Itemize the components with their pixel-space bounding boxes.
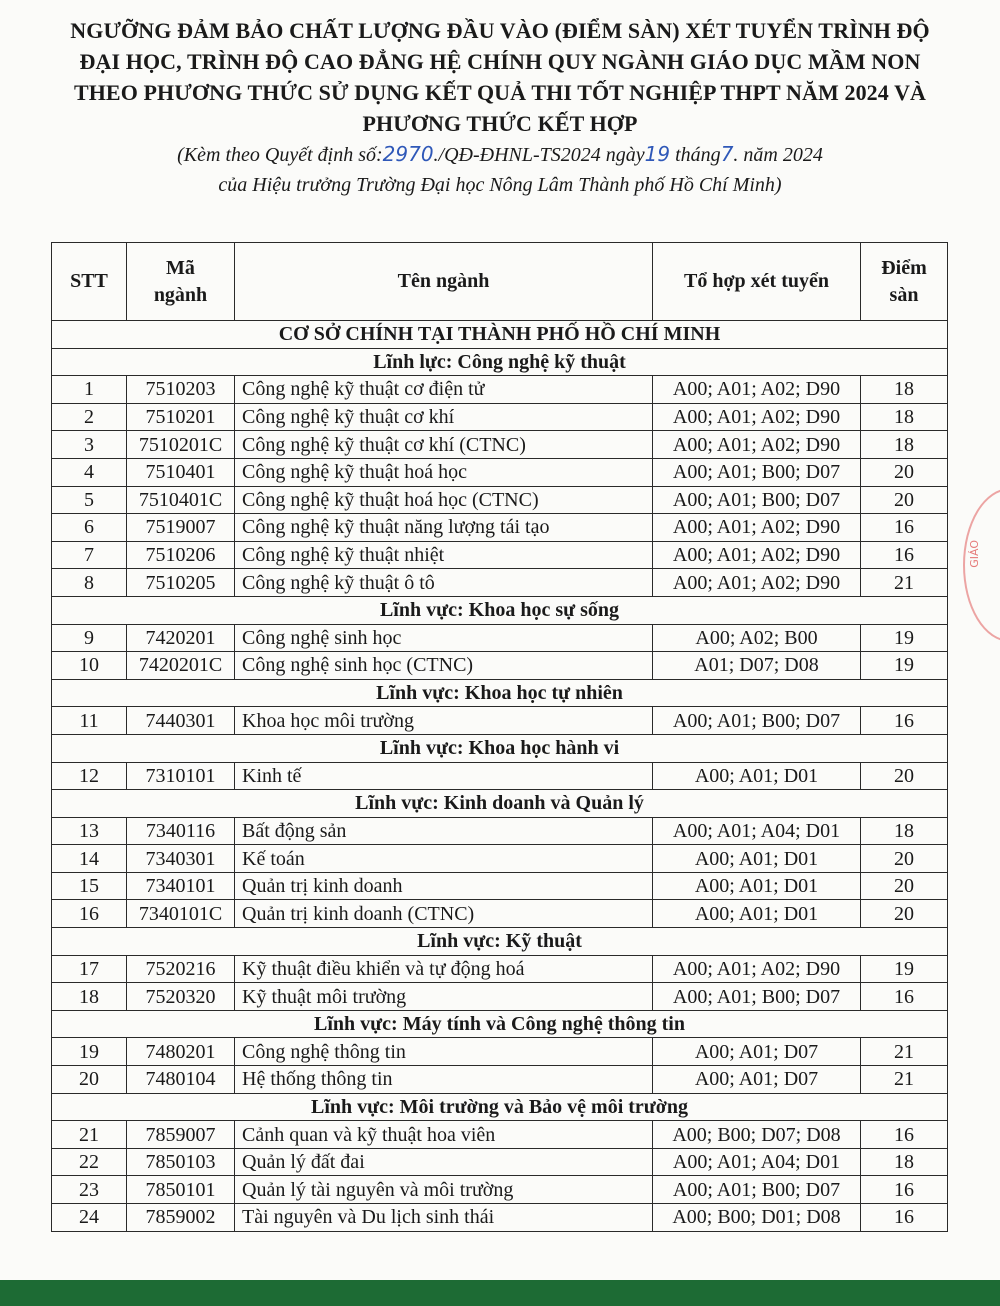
row-stt: 4 <box>52 458 127 486</box>
decision-number: 2970 <box>382 142 434 166</box>
row-stt: 6 <box>52 514 127 542</box>
row-code: 7510401 <box>127 458 235 486</box>
table-row <box>52 486 948 514</box>
row-name: Công nghệ sinh học (CTNC) <box>235 652 653 680</box>
row-combo: A00; A01; A02; D90 <box>653 403 861 431</box>
row-score: 20 <box>861 900 948 928</box>
row-stt: 23 <box>52 1176 127 1204</box>
table-body <box>52 321 948 1232</box>
issuer-line: của Hiệu trưởng Trường Đại học Nông Lâm Thành phố Hồ Chí Minh) <box>218 174 782 196</box>
row-code: 7510203 <box>127 376 235 404</box>
row-combo: A00; A01; A04; D01 <box>653 817 861 845</box>
decision-mid: ./QĐ-ĐHNL-TS2024 ngày <box>433 144 645 166</box>
row-score: 16 <box>861 983 948 1011</box>
row-combo: A01; D07; D08 <box>653 652 861 680</box>
table-row <box>52 458 948 486</box>
row-score: 19 <box>861 955 948 983</box>
row-combo: A00; A01; D01 <box>653 762 861 790</box>
row-code: 7510201 <box>127 403 235 431</box>
section-row <box>52 679 948 707</box>
decision-reference <box>30 139 970 170</box>
table-row <box>52 1121 948 1149</box>
row-code: 7510205 <box>127 569 235 597</box>
row-name: Kinh tế <box>235 762 653 790</box>
row-code: 7420201 <box>127 624 235 652</box>
row-combo: A00; A01; D07 <box>653 1038 861 1066</box>
row-code: 7850103 <box>127 1148 235 1176</box>
row-combo: A00; A01; A02; D90 <box>653 569 861 597</box>
row-combo: A00; A01; A02; D90 <box>653 541 861 569</box>
table-row <box>52 983 948 1011</box>
row-name: Quản trị kinh doanh (CTNC) <box>235 900 653 928</box>
row-name: Công nghệ thông tin <box>235 1038 653 1066</box>
row-score: 21 <box>861 1066 948 1094</box>
table-row <box>52 762 948 790</box>
section-row <box>52 1010 948 1038</box>
decision-prefix: (Kèm theo Quyết định số: <box>177 144 383 166</box>
table-row <box>52 1204 948 1232</box>
row-name: Kỹ thuật môi trường <box>235 983 653 1011</box>
table-row <box>52 652 948 680</box>
row-code: 7420201C <box>127 652 235 680</box>
section-row <box>52 928 948 956</box>
row-code: 7340101 <box>127 872 235 900</box>
row-score: 19 <box>861 624 948 652</box>
row-code: 7520320 <box>127 983 235 1011</box>
row-combo: A00; A01; B00; D07 <box>653 1176 861 1204</box>
section-title: Lĩnh lực: Công nghệ kỹ thuật <box>52 348 948 376</box>
row-score: 18 <box>861 1148 948 1176</box>
row-name: Cảnh quan và kỹ thuật hoa viên <box>235 1121 653 1149</box>
row-stt: 20 <box>52 1066 127 1094</box>
table-row <box>52 1066 948 1094</box>
row-stt: 16 <box>52 900 127 928</box>
section-title: Lĩnh vực: Máy tính và Công nghệ thông tin <box>52 1010 948 1038</box>
row-name: Quản lý tài nguyên và môi trường <box>235 1176 653 1204</box>
table-row <box>52 1148 948 1176</box>
row-stt: 2 <box>52 403 127 431</box>
row-name: Kỹ thuật điều khiển và tự động hoá <box>235 955 653 983</box>
row-stt: 12 <box>52 762 127 790</box>
decision-month-label: tháng <box>670 144 721 166</box>
table-row <box>52 541 948 569</box>
row-score: 18 <box>861 431 948 459</box>
table-row <box>52 1176 948 1204</box>
section-title: Lĩnh vực: Môi trường và Bảo vệ môi trường <box>52 1093 948 1121</box>
header-code <box>127 243 235 321</box>
header-score-line: Điểm <box>881 256 927 279</box>
row-score: 18 <box>861 817 948 845</box>
title-line: THEO PHƯƠNG THỨC SỬ DỤNG KẾT QUẢ THI TỐT NGHIỆP THPT NĂM 2024 VÀ <box>73 80 927 105</box>
section-row <box>52 734 948 762</box>
section-row <box>52 348 948 376</box>
section-title: Lĩnh vực: Khoa học sự sống <box>52 596 948 624</box>
header-combo: Tổ hợp xét tuyển <box>653 243 861 321</box>
row-stt: 15 <box>52 872 127 900</box>
section-row <box>52 1093 948 1121</box>
row-combo: A00; A02; B00 <box>653 624 861 652</box>
decision-month: 7 <box>720 142 734 166</box>
header-name: Tên ngành <box>235 243 653 321</box>
row-code: 7510201C <box>127 431 235 459</box>
header-stt: STT <box>52 243 127 321</box>
row-code: 7480104 <box>127 1066 235 1094</box>
header-code-line: Mã <box>166 256 195 279</box>
row-score: 16 <box>861 1121 948 1149</box>
row-stt: 21 <box>52 1121 127 1149</box>
row-stt: 7 <box>52 541 127 569</box>
table-row <box>52 624 948 652</box>
row-code: 7859002 <box>127 1204 235 1232</box>
row-combo: A00; A01; B00; D07 <box>653 458 861 486</box>
row-stt: 11 <box>52 707 127 735</box>
row-combo: A00; A01; A02; D90 <box>653 955 861 983</box>
row-name: Bất động sản <box>235 817 653 845</box>
row-stt: 1 <box>52 376 127 404</box>
stamp-text: GIÁO <box>968 540 981 568</box>
row-name: Kế toán <box>235 845 653 873</box>
row-name: Hệ thống thông tin <box>235 1066 653 1094</box>
row-stt: 5 <box>52 486 127 514</box>
row-name: Công nghệ kỹ thuật hoá học <box>235 458 653 486</box>
row-stt: 9 <box>52 624 127 652</box>
table-row <box>52 569 948 597</box>
row-score: 16 <box>861 1176 948 1204</box>
row-code: 7480201 <box>127 1038 235 1066</box>
row-name: Tài nguyên và Du lịch sinh thái <box>235 1204 653 1232</box>
row-combo: A00; A01; D01 <box>653 845 861 873</box>
row-score: 16 <box>861 514 948 542</box>
decision-day: 19 <box>644 142 671 166</box>
row-stt: 10 <box>52 652 127 680</box>
row-code: 7510401C <box>127 486 235 514</box>
row-score: 16 <box>861 541 948 569</box>
campus-row <box>52 321 948 349</box>
row-code: 7510206 <box>127 541 235 569</box>
row-name: Công nghệ sinh học <box>235 624 653 652</box>
table-header-row <box>52 243 948 321</box>
row-code: 7859007 <box>127 1121 235 1149</box>
section-title: Lĩnh vực: Kỹ thuật <box>52 928 948 956</box>
section-row <box>52 790 948 818</box>
row-combo: A00; A01; D01 <box>653 900 861 928</box>
row-combo: A00; A01; B00; D07 <box>653 983 861 1011</box>
row-stt: 22 <box>52 1148 127 1176</box>
table-row <box>52 900 948 928</box>
row-stt: 8 <box>52 569 127 597</box>
table-row <box>52 403 948 431</box>
row-name: Công nghệ kỹ thuật năng lượng tái tạo <box>235 514 653 542</box>
row-code: 7340101C <box>127 900 235 928</box>
footer-bar <box>0 1280 1000 1306</box>
table-row <box>52 845 948 873</box>
row-combo: A00; A01; A02; D90 <box>653 376 861 404</box>
row-score: 16 <box>861 1204 948 1232</box>
row-stt: 3 <box>52 431 127 459</box>
table-row <box>52 707 948 735</box>
row-stt: 18 <box>52 983 127 1011</box>
row-name: Công nghệ kỹ thuật cơ điện tử <box>235 376 653 404</box>
row-score: 19 <box>861 652 948 680</box>
row-combo: A00; A01; A02; D90 <box>653 514 861 542</box>
table-row <box>52 1038 948 1066</box>
title-line: PHƯƠNG THỨC KẾT HỢP <box>362 111 638 136</box>
row-name: Công nghệ kỹ thuật ô tô <box>235 569 653 597</box>
title-line: NGƯỠNG ĐẢM BẢO CHẤT LƯỢNG ĐẦU VÀO (ĐIỂM SÀN) XÉT TUYỂN TRÌNH ĐỘ <box>70 18 930 43</box>
row-code: 7850101 <box>127 1176 235 1204</box>
row-combo: A00; A01; A02; D90 <box>653 431 861 459</box>
table-row <box>52 376 948 404</box>
row-stt: 13 <box>52 817 127 845</box>
table-row <box>52 514 948 542</box>
row-code: 7519007 <box>127 514 235 542</box>
row-score: 21 <box>861 569 948 597</box>
row-combo: A00; A01; A04; D01 <box>653 1148 861 1176</box>
decision-year: . năm 2024 <box>733 144 823 166</box>
row-score: 21 <box>861 1038 948 1066</box>
row-combo: A00; A01; D07 <box>653 1066 861 1094</box>
row-name: Quản trị kinh doanh <box>235 872 653 900</box>
row-code: 7520216 <box>127 955 235 983</box>
row-score: 20 <box>861 486 948 514</box>
section-title: Lĩnh vực: Khoa học hành vi <box>52 734 948 762</box>
row-combo: A00; B00; D07; D08 <box>653 1121 861 1149</box>
section-title: Lĩnh vực: Khoa học tự nhiên <box>52 679 948 707</box>
campus-title: CƠ SỞ CHÍNH TẠI THÀNH PHỐ HỒ CHÍ MINH <box>52 321 948 349</box>
row-combo: A00; A01; B00; D07 <box>653 486 861 514</box>
row-score: 18 <box>861 403 948 431</box>
row-stt: 19 <box>52 1038 127 1066</box>
row-name: Quản lý đất đai <box>235 1148 653 1176</box>
row-code: 7440301 <box>127 707 235 735</box>
row-name: Khoa học môi trường <box>235 707 653 735</box>
title-line: ĐẠI HỌC, TRÌNH ĐỘ CAO ĐẲNG HỆ CHÍNH QUY NGÀNH GIÁO DỤC MẦM NON <box>79 49 921 74</box>
row-stt: 24 <box>52 1204 127 1232</box>
row-name: Công nghệ kỹ thuật cơ khí (CTNC) <box>235 431 653 459</box>
row-code: 7310101 <box>127 762 235 790</box>
row-code: 7340116 <box>127 817 235 845</box>
row-stt: 14 <box>52 845 127 873</box>
row-score: 20 <box>861 458 948 486</box>
section-row <box>52 596 948 624</box>
section-title: Lĩnh vực: Kinh doanh và Quản lý <box>52 790 948 818</box>
row-combo: A00; A01; D01 <box>653 872 861 900</box>
row-score: 20 <box>861 762 948 790</box>
row-combo: A00; B00; D01; D08 <box>653 1204 861 1232</box>
document-header <box>30 15 970 200</box>
row-name: Công nghệ kỹ thuật cơ khí <box>235 403 653 431</box>
row-name: Công nghệ kỹ thuật nhiệt <box>235 541 653 569</box>
row-score: 18 <box>861 376 948 404</box>
header-score-line: sàn <box>889 283 919 306</box>
admission-score-table <box>51 242 948 1232</box>
table-row <box>52 817 948 845</box>
row-score: 16 <box>861 707 948 735</box>
row-code: 7340301 <box>127 845 235 873</box>
table-row <box>52 955 948 983</box>
row-score: 20 <box>861 872 948 900</box>
header-score <box>861 243 948 321</box>
row-combo: A00; A01; B00; D07 <box>653 707 861 735</box>
table-row <box>52 872 948 900</box>
table-row <box>52 431 948 459</box>
row-stt: 17 <box>52 955 127 983</box>
header-code-line: ngành <box>153 283 208 306</box>
row-score: 20 <box>861 845 948 873</box>
row-name: Công nghệ kỹ thuật hoá học (CTNC) <box>235 486 653 514</box>
